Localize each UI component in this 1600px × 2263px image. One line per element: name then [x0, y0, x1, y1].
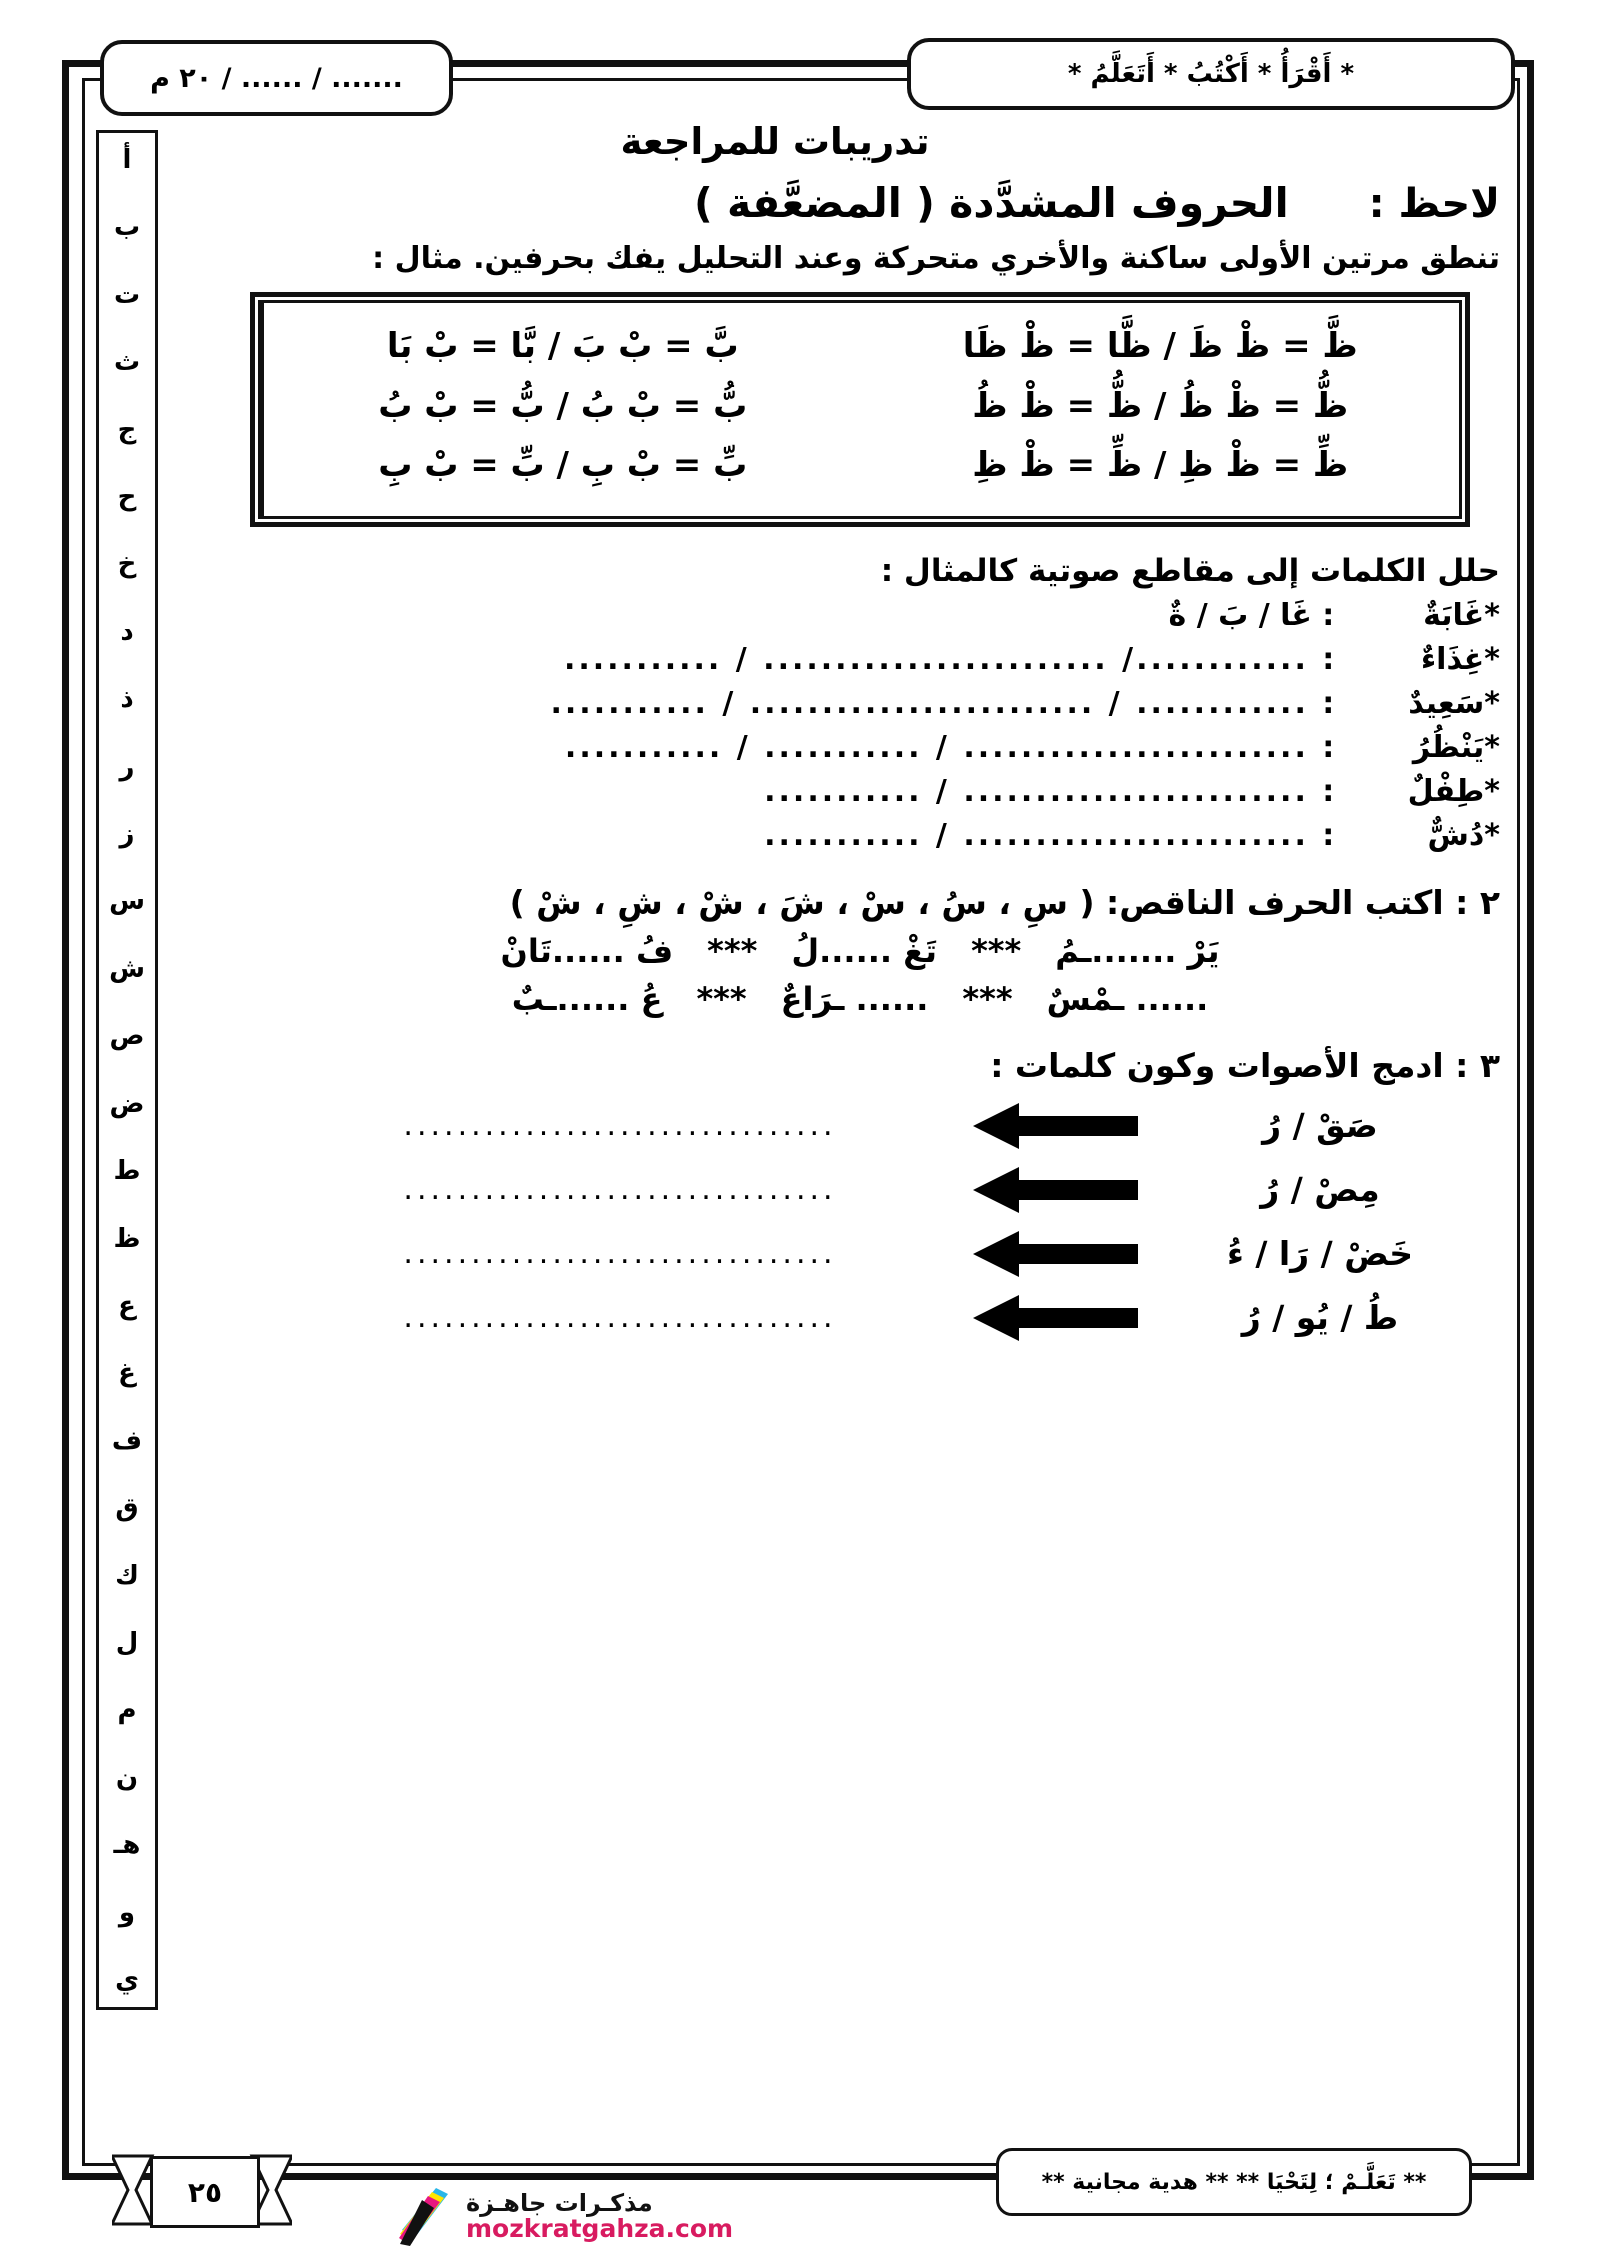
exercise2-blank-word[interactable]: ...... ـرَاعٌ	[780, 979, 929, 1018]
alphabet-letter: ع	[118, 1290, 136, 1321]
left-arrow-icon	[940, 1103, 1170, 1149]
colon: :	[1322, 685, 1335, 721]
exercise2-blank-word[interactable]: تَغْ ......لُ	[791, 931, 938, 970]
analyze-answer-blank[interactable]: ............/ ........................ / ...........	[563, 641, 1323, 677]
analyze-answer-blank[interactable]: ........................ / ...........	[764, 817, 1323, 853]
exercise2-rows	[170, 932, 1500, 1018]
main-content	[170, 120, 1500, 1359]
analyze-row	[170, 686, 1500, 721]
alphabet-letter: م	[117, 1695, 137, 1726]
rule-text: تنطق مرتين الأولى ساكنة والأخري متحركة وعند التحليل يفك بحرفين. مثال :	[372, 241, 1500, 276]
analyze-row	[170, 818, 1500, 853]
exercise3-row	[170, 1103, 1500, 1149]
exercise2-row	[170, 980, 1500, 1018]
exercise2-row	[170, 932, 1500, 970]
example-line: ظَّ = ظْ ظَ / ظَّا = ظْ ظَا	[962, 326, 1358, 366]
bullet-star-icon: *	[1484, 641, 1500, 677]
example-line: بُّ = بْ بُ / بُّ = بْ بُ	[378, 385, 748, 426]
example-line: بِّ = بْ بِ / بِّ = بْ بِ	[378, 445, 748, 485]
alphabet-letter: ز	[119, 819, 135, 850]
alphabet-letter: د	[120, 616, 134, 647]
alphabet-letter: ك	[115, 1560, 139, 1591]
examples-cell-right	[261, 303, 862, 516]
footer-note-text: ** تَعَلَّـمْ ؛ لِتَحْيَا ** ** هدية مجانية **	[1041, 2169, 1427, 2195]
analyze-word: غَابَةٌ	[1423, 597, 1485, 633]
page-number-box	[150, 2156, 260, 2228]
alphabet-letter: ظ	[113, 1223, 141, 1254]
header-banner-text: * أَقْرَأُ * أَكْتُبُ * أَتَعَلَّمُ *	[1067, 59, 1355, 89]
bullet-star-icon: *	[1484, 597, 1500, 633]
alphabet-letter: ي	[115, 1964, 139, 1995]
colon: :	[1322, 773, 1335, 809]
analyze-row	[170, 598, 1500, 633]
analyze-answer-blank[interactable]: ........................ / ...........	[764, 773, 1323, 809]
analyze-word: طِفْلٌ	[1407, 773, 1485, 809]
alphabet-letter: ط	[113, 1156, 141, 1187]
brand-mark-icon	[398, 2186, 466, 2248]
analyze-answer-blank[interactable]: غَا / بَ / ةٌ	[1168, 597, 1323, 633]
exercise3-answer-blank[interactable]: ................................	[403, 1172, 837, 1207]
alphabet-letter: غ	[118, 1358, 136, 1389]
analyze-row	[170, 730, 1500, 765]
alphabet-letter: ح	[117, 482, 137, 513]
exercise3-answer-blank[interactable]: ................................	[403, 1108, 837, 1143]
brand-logo[interactable]	[390, 2178, 734, 2256]
colon: :	[1322, 641, 1335, 677]
item-separator: ***	[962, 979, 1013, 1018]
analyze-rows	[170, 598, 1500, 853]
alphabet-letter: خ	[117, 549, 137, 580]
alphabet-letter: ر	[119, 751, 135, 782]
analyze-answer-blank[interactable]: ............ / ........................ / ...........	[550, 685, 1323, 721]
examples-table	[250, 292, 1470, 527]
exercise3-row	[170, 1231, 1500, 1277]
analyze-word: دُشٌّ	[1427, 817, 1485, 853]
observe-label: لاحظ :	[1368, 181, 1500, 227]
alphabet-letter: و	[118, 1897, 136, 1928]
alphabet-letter: ص	[109, 1021, 145, 1052]
alphabet-strip	[96, 130, 158, 2010]
exercise3-rows	[170, 1103, 1500, 1341]
alphabet-letter: ف	[111, 1425, 143, 1456]
item-separator: ***	[707, 931, 758, 970]
item-separator: ***	[696, 979, 747, 1018]
exercise3-answer-blank[interactable]: ................................	[403, 1236, 837, 1271]
exercise2-heading: ٢ : اكتب الحرف الناقص: ( سِ ، سُ ، سْ ، شَ ، شْ ، شِ ، شْ )	[509, 882, 1500, 922]
colon: :	[1322, 817, 1335, 853]
exercise3-source-syllables: مِصْ / رُ	[1260, 1170, 1380, 1209]
observe-subject: الحروف المشدَّدة ( المضعَّفة )	[694, 179, 1289, 227]
analyze-word: يَنْظُرُ	[1412, 729, 1485, 765]
colon: :	[1322, 597, 1335, 633]
left-arrow-icon	[940, 1231, 1170, 1277]
exercise3-source-syllables: طُ / يُو / رُ	[1241, 1298, 1399, 1337]
exercise3-source-syllables: خَضْ / رَا / ءُ	[1226, 1234, 1414, 1273]
example-line: بَّ = بْ بَ / بَّا = بْ بَا	[386, 326, 739, 366]
bullet-star-icon: *	[1484, 773, 1500, 809]
page-number-ribbon	[112, 2150, 292, 2230]
footer-note-box	[996, 2148, 1472, 2216]
alphabet-letter: ت	[113, 279, 141, 310]
alphabet-letter: ذ	[120, 684, 134, 715]
alphabet-letter: ق	[115, 1493, 139, 1524]
analyze-word: سَعِيدٌ	[1408, 685, 1485, 721]
exercise3-row	[170, 1295, 1500, 1341]
alphabet-letter: ج	[117, 414, 137, 445]
alphabet-letter: ب	[113, 212, 141, 243]
bullet-star-icon: *	[1484, 685, 1500, 721]
item-separator: ***	[971, 931, 1022, 970]
brand-url: mozkratgahza.com	[466, 2214, 734, 2244]
exercise3-row	[170, 1167, 1500, 1213]
left-arrow-icon	[940, 1295, 1170, 1341]
analyze-heading: حلل الكلمات إلى مقاطع صوتية كالمثال :	[880, 552, 1500, 589]
bullet-star-icon: *	[1484, 729, 1500, 765]
exercise3-heading: ٣ : ادمج الأصوات وكون كلمات :	[990, 1045, 1500, 1085]
header-banner	[907, 38, 1515, 110]
observe-row	[170, 179, 1500, 227]
alphabet-letter: س	[109, 886, 145, 917]
exercise3-answer-blank[interactable]: ................................	[403, 1300, 837, 1335]
exercise2-blank-word[interactable]: فُ ......تَانْ	[500, 931, 674, 970]
alphabet-letter: ش	[109, 953, 145, 984]
alphabet-letter: ن	[115, 1762, 139, 1793]
exercise3-source-syllables: صَقْ / رُ	[1262, 1106, 1378, 1145]
examples-cell-left	[862, 303, 1460, 516]
alphabet-letter: أ	[122, 145, 132, 175]
left-arrow-icon	[940, 1167, 1170, 1213]
example-line: ظُّ = ظْ ظُ / ظُّ = ظْ ظُ	[972, 385, 1349, 426]
page-title: تدريبات للمراجعة	[620, 120, 930, 163]
example-line: ظِّ = ظْ ظِ / ظِّ = ظْ ظِ	[972, 445, 1349, 485]
alphabet-letter: هـ	[113, 1830, 141, 1861]
colon: :	[1322, 729, 1335, 765]
bullet-star-icon: *	[1484, 817, 1500, 853]
brand-name-arabic: مذكـرات جاهـزة	[466, 2189, 653, 2218]
analyze-row	[170, 774, 1500, 809]
page-number: ٢٥	[187, 2175, 223, 2209]
alphabet-letter: ض	[109, 1088, 145, 1119]
analyze-word: غِذَاءٌ	[1420, 641, 1485, 677]
date-field-box[interactable]	[100, 40, 453, 116]
analyze-row	[170, 642, 1500, 677]
alphabet-letter: ل	[115, 1627, 139, 1658]
exercise2-blank-word[interactable]: يَرْ .......ـمُ	[1055, 931, 1220, 970]
exercise2-blank-word[interactable]: ...... ـمْسٌ	[1046, 979, 1209, 1018]
analyze-answer-blank[interactable]: ........................ / ........... / ...........	[564, 729, 1323, 765]
date-field-text: ....... / ...... / ٢٠ م	[150, 62, 403, 94]
exercise2-blank-word[interactable]: عُ ......ـبٌ	[511, 979, 663, 1018]
alphabet-letter: ث	[113, 347, 141, 378]
